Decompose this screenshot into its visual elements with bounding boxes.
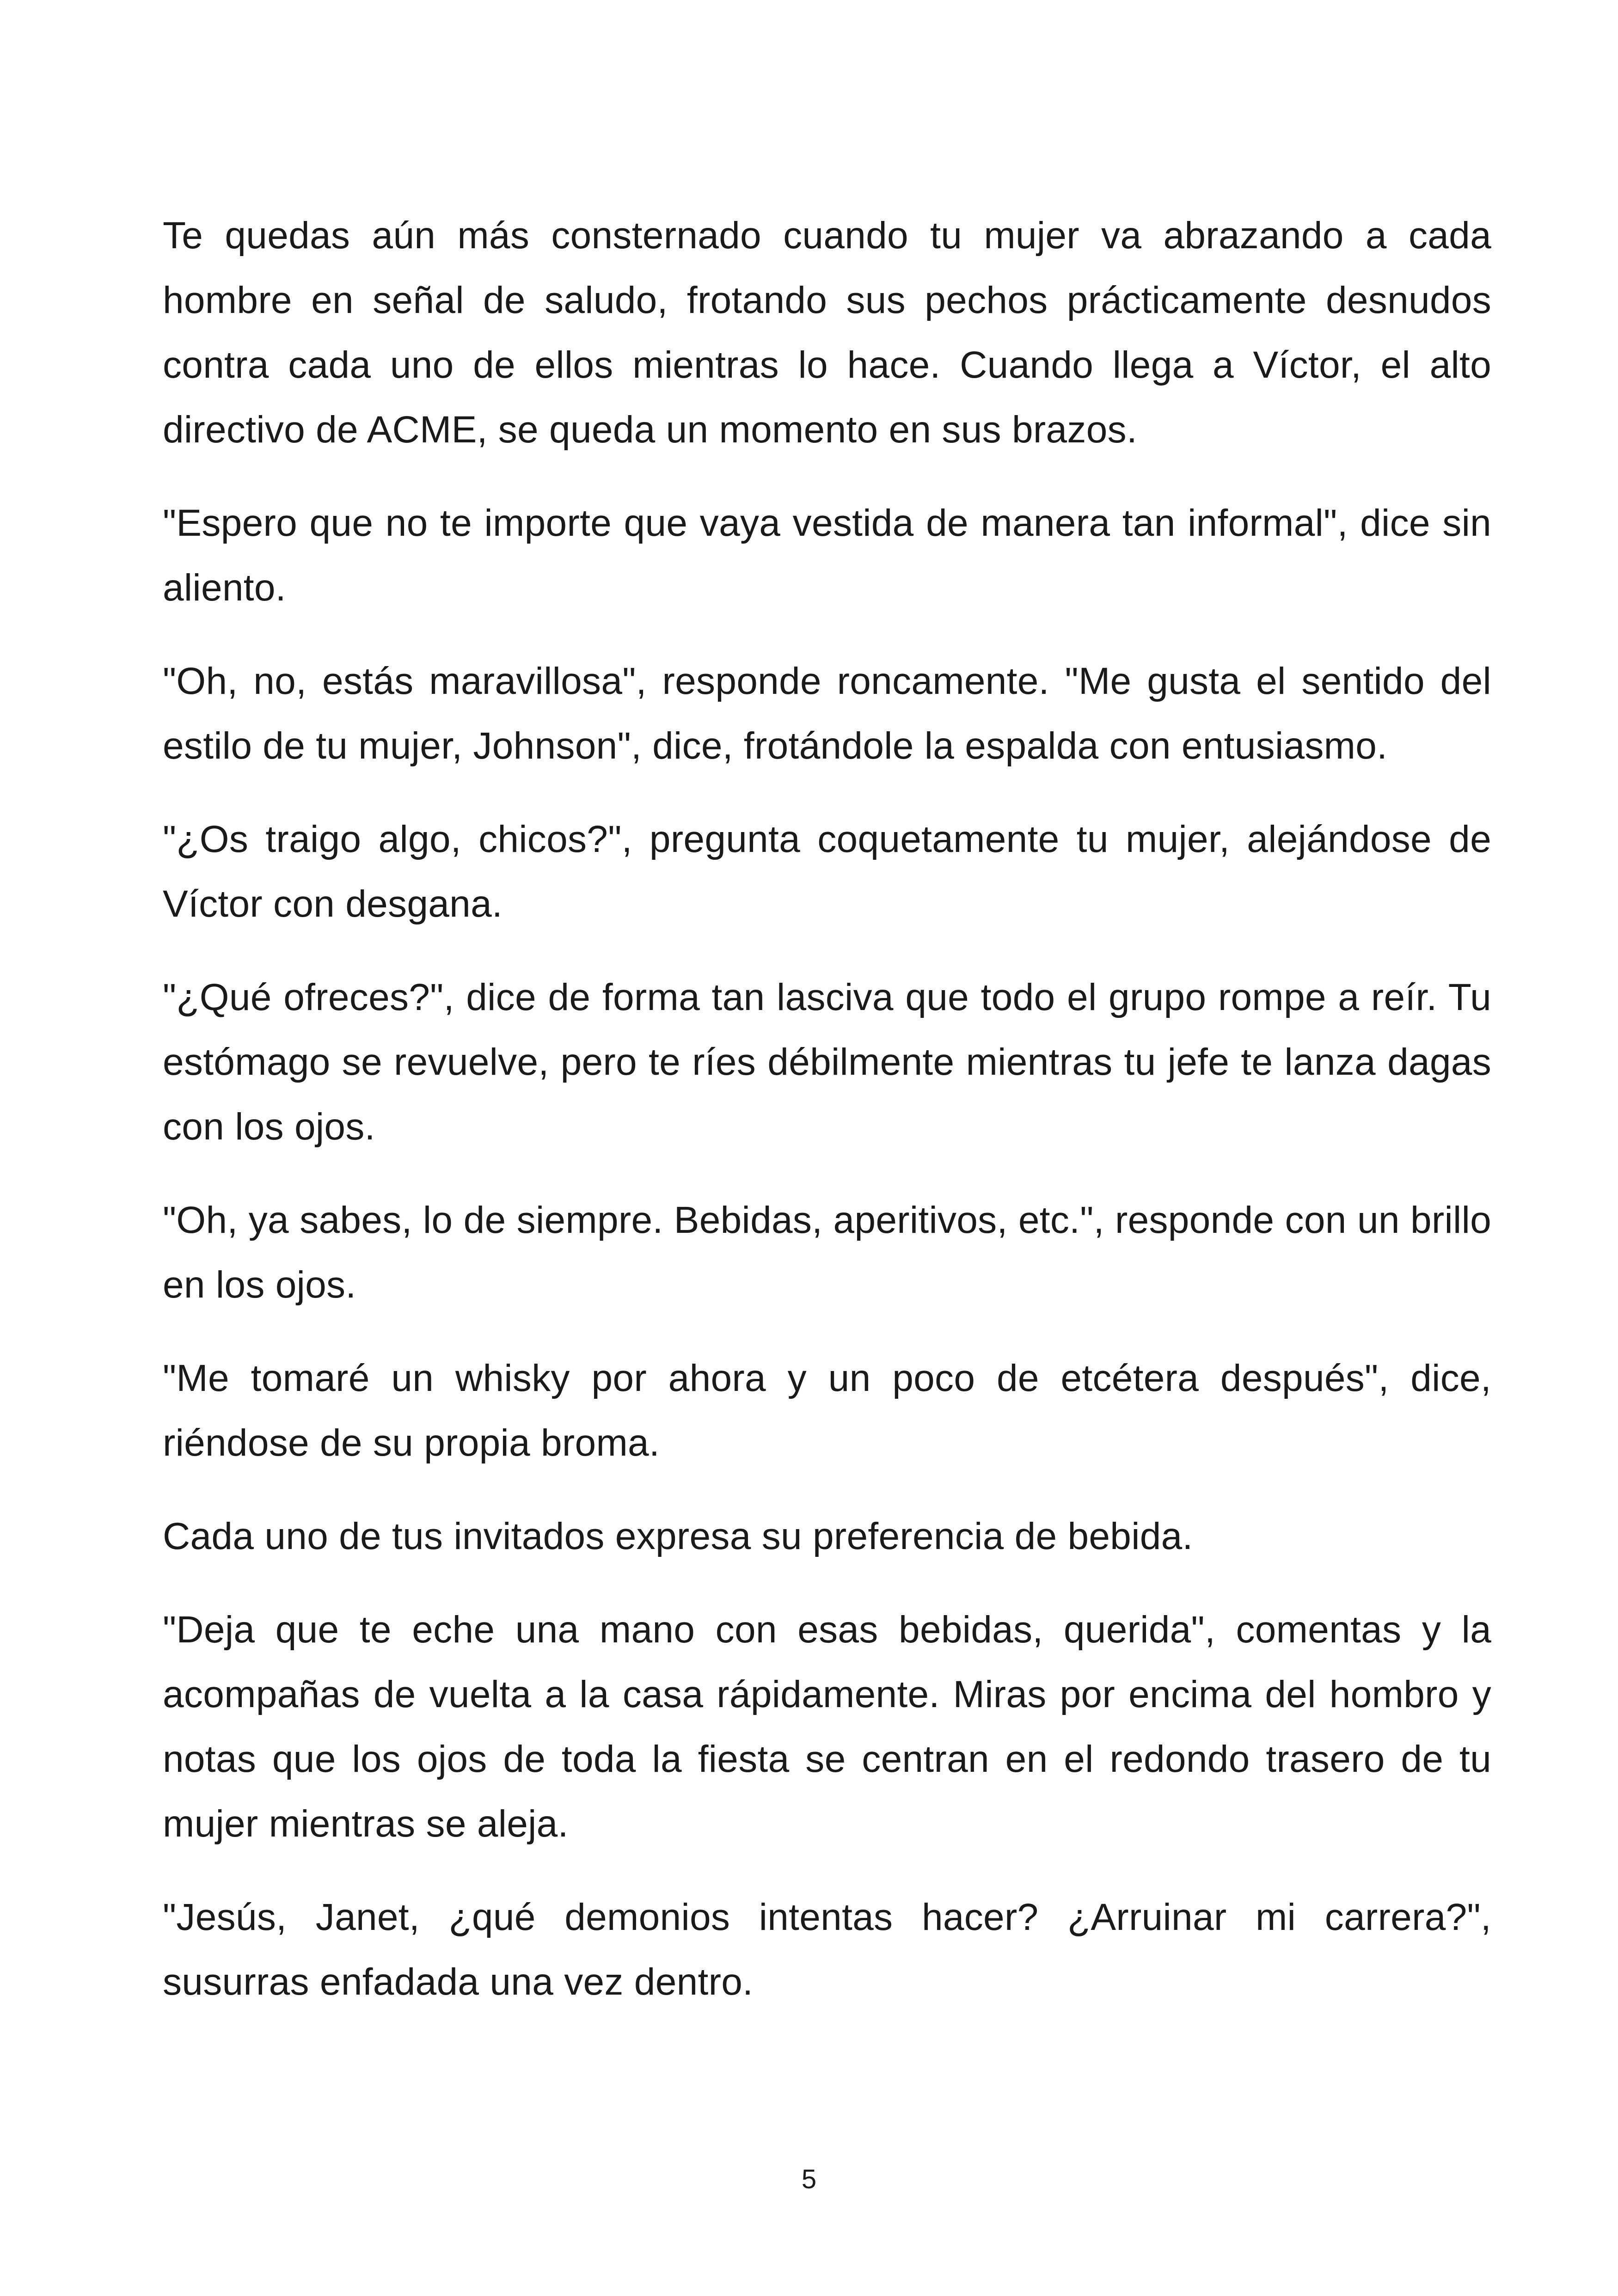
paragraph: "Oh, ya sabes, lo de siempre. Bebidas, aperitivos, etc.", responde con un brillo en los ojos. — [163, 1199, 1491, 1306]
page-number: 5 — [801, 2164, 817, 2194]
paragraph: "¿Qué ofreces?", dice de forma tan lasciva que todo el grupo rompe a reír. Tu estómago se revuelve, pero te ríes débilmente mientras tu jefe te lanza dagas con los ojos. — [163, 976, 1491, 1148]
paragraph: "Me tomaré un whisky por ahora y un poco de etcétera después", dice, riéndose de su propia broma. — [163, 1357, 1491, 1464]
paragraph: "Deja que te eche una mano con esas bebidas, querida", comentas y la acompañas de vuelta a la casa rápidamente. Miras por encima del hombro y notas que los ojos de toda la fiesta se centran en el redondo trasero de tu mujer mientras se aleja. — [163, 1609, 1491, 1845]
paragraph: Cada uno de tus invitados expresa su preferencia de bebida. — [163, 1515, 1193, 1557]
paragraph: Te quedas aún más consternado cuando tu mujer va abrazando a cada hombre en señal de saludo, frotando sus pechos prácticamente desnudos contra cada uno de ellos mientras lo hace. Cuando llega a Víctor, el alto directivo de ACME, se queda un momento en sus brazos. — [163, 214, 1491, 451]
paragraph: "Jesús, Janet, ¿qué demonios intentas hacer? ¿Arruinar mi carrera?", susurras enfadada una vez dentro. — [163, 1896, 1491, 2003]
paragraph: "Oh, no, estás maravillosa", responde roncamente. "Me gusta el sentido del estilo de tu mujer, Johnson", dice, frotándole la espalda con entusiasmo. — [163, 660, 1491, 767]
paragraph: "Espero que no te importe que vaya vestida de manera tan informal", dice sin aliento. — [163, 502, 1491, 609]
page-body — [163, 203, 1491, 2043]
paragraph: "¿Os traigo algo, chicos?", pregunta coquetamente tu mujer, alejándose de Víctor con desgana. — [163, 818, 1491, 925]
